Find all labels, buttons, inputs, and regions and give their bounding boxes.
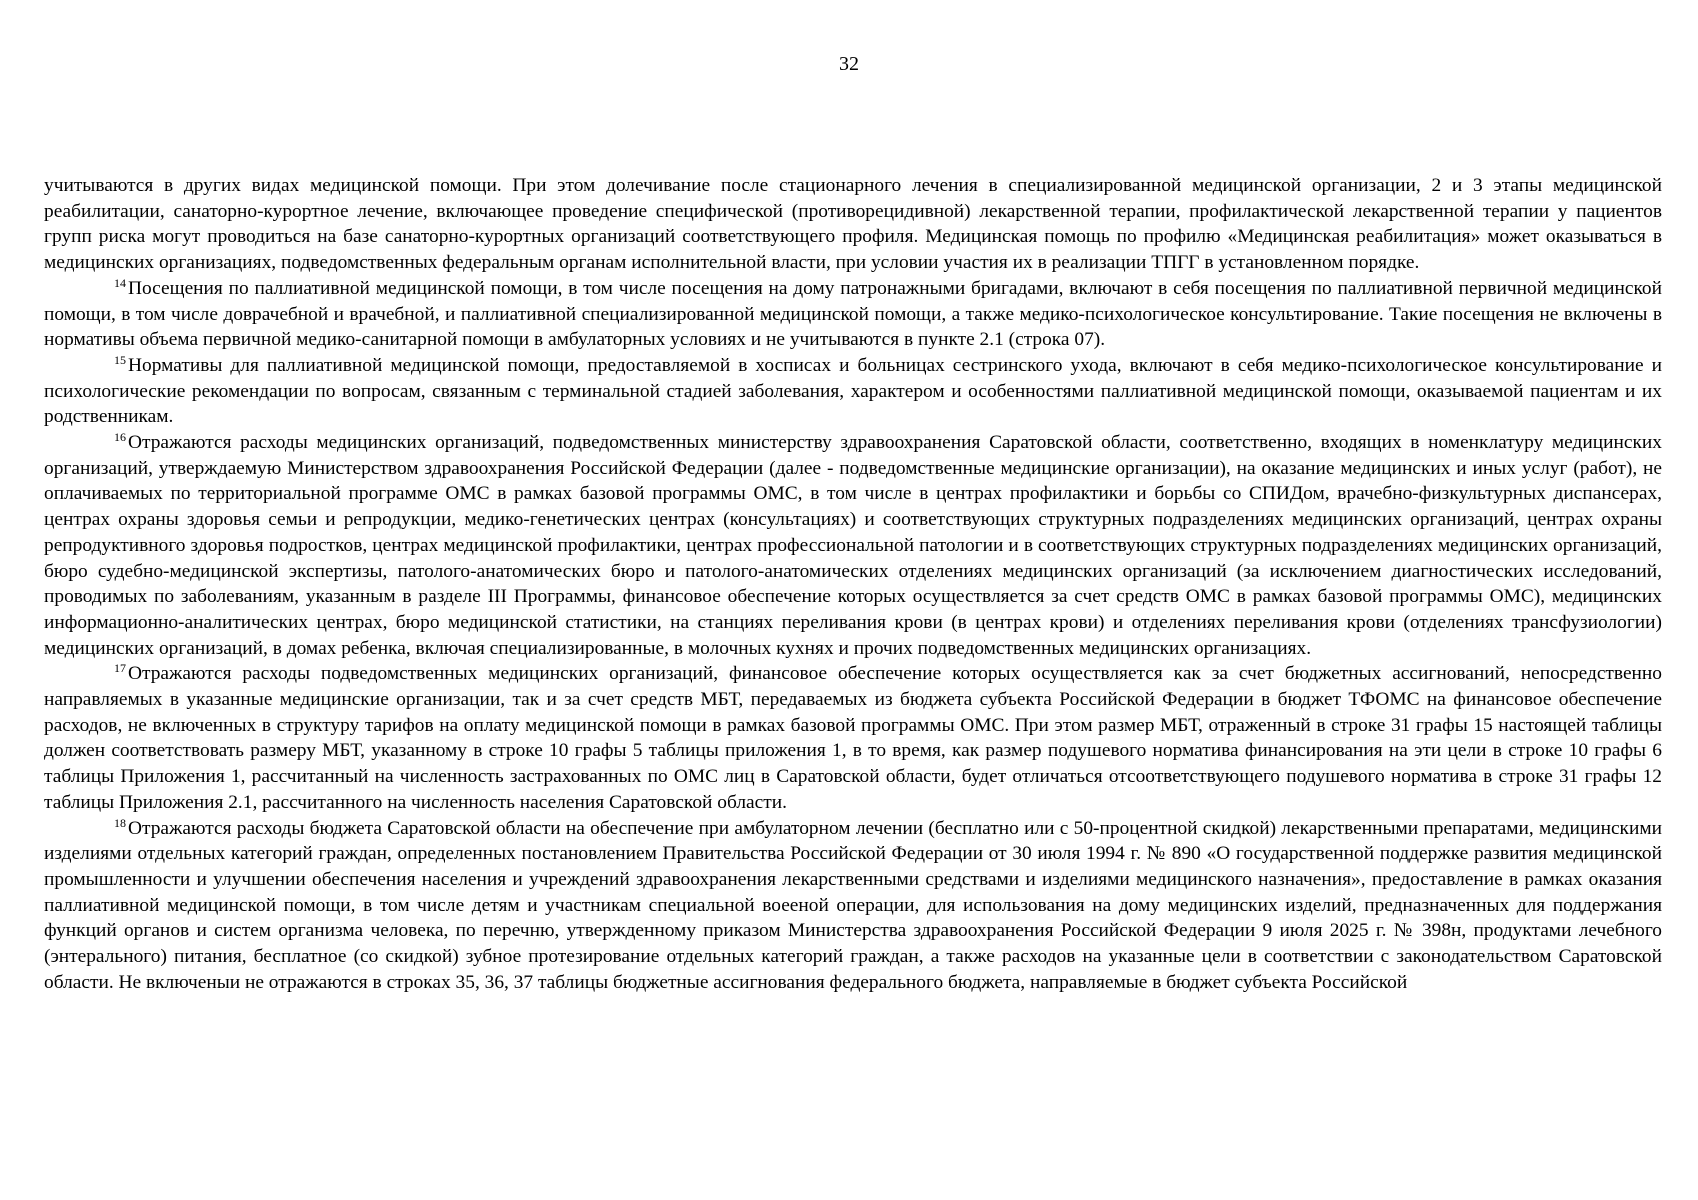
paragraph-continuation <box>44 173 1662 276</box>
document-body <box>44 173 1662 996</box>
footnote-17 <box>44 661 1662 815</box>
footnote-marker: 14 <box>114 275 126 290</box>
footnote-16 <box>44 430 1662 661</box>
footnote-text: Нормативы для паллиативной медицинской помощи, предоставляемой в хосписах и больницах сестринского ухода, включают в себя медико-психологическое консультирование и психологические рекомендации по вопросам, связанным с терминальной стадией заболевания, характером и особенностями паллиативной медицинской помощи, оказываемой пациентам и их родственникам. <box>44 354 1662 428</box>
footnote-marker: 17 <box>114 661 126 676</box>
footnote-marker: 18 <box>114 815 126 830</box>
footnote-text: Отражаются расходы бюджета Саратовской области на обеспечение при амбулаторном лечении (бесплатно или с 50-процентной скидкой) лекарственными препаратами, медицинскими изделиями отдельных категорий граждан, определенных постановлением Правительства Российской Федерации от 30 июля 1994 г. № 890 «О государственной поддержке развития медицинской промышленности и улучшении обеспечения населения и учреждений здравоохранения лекарственными средствами и изделиями медицинского назначения», предоставление в рамках оказания паллиативной медицинской помощи, в том числе детям и участникам специальной воееной операции, для использования на дому медицинских изделий, предназначенных для поддержания функций органов и систем организма человека, по перечню, утвержденному приказом Министерства здравоохранения Российской Федерации 9 июля 2025 г. № 398н, продуктами лечебного (энтерального) питания, бесплатное (со скидкой) зубное протезирование отдельных категорий граждан, а также расходов на указанные цели в соответствии с законодательством Саратовской области. Не включеныи не отражаются в строках 35, 36, 37 таблицы бюджетные ассигнования федерального бюджета, направляемые в бюджет субъекта Российской <box>44 817 1662 993</box>
footnote-marker: 15 <box>114 352 126 367</box>
footnote-14 <box>44 276 1662 353</box>
footnote-15 <box>44 353 1662 430</box>
page-number: 32 <box>839 53 859 75</box>
paragraph-text: учитываются в других видах медицинской помощи. При этом долечивание после стационарного лечения в специализированной медицинской организации, 2 и 3 этапы медицинской реабилитации, санаторно-курортное лечение, включающее проведение специфической (противорецидивной) лекарственной терапии, профилактической лекарственной терапии у пациентов групп риска могут проводиться на базе санаторно-курортных организаций соответствующего профиля. Медицинская помощь по профилю «Медицинская реабилитация» может оказываться в медицинских организациях, подведомственных федеральным органам исполнительной власти, при условии участия их в реализации ТПГГ в установленном порядке. <box>44 175 1662 274</box>
footnote-marker: 16 <box>114 430 126 445</box>
footnote-text: Отражаются расходы медицинских организаций, подведомственных министерству здравоохранения Саратовской области, соответственно, входящих в номенклатуру медицинских организаций, утверждаемую Министерством здравоохранения Российской Федерации (далее - подведомственные медицинские организации), на оказание медицинских и иных услуг (работ), не оплачиваемых по территориальной программе ОМС в рамках базовой программы ОМС, в том числе в центрах профилактики и борьбы со СПИДом, врачебно-физкультурных диспансерах, центрах охраны здоровья семьи и репродукции, медико-генетических центрах (консультациях) и соответствующих структурных подразделениях медицинских организаций, центрах охраны репродуктивного здоровья подростков, центрах медицинской профилактики, центрах профессиональной патологии и в соответствующих структурных подразделениях медицинских организаций, бюро судебно-медицинской экспертизы, патолого-анатомических бюро и патолого-анатомических отделениях медицинских организаций (за исключением диагностических исследований, проводимых по заболеваниям, указанным в разделе III Программы, финансовое обеспечение которых осуществляется за счет средств ОМС в рамках базовой программы ОМС), медицинских информационно-аналитических центрах, бюро медицинской статистики, на станциях переливания крови (в центрах крови) и отделениях переливания крови (отделениях трансфузиологии) медицинских организаций, в домах ребенка, включая специализированные, в молочных кухнях и прочих подведомственных медицинских организациях. <box>44 432 1662 659</box>
footnote-18 <box>44 816 1662 996</box>
footnote-text: Отражаются расходы подведомственных медицинских организаций, финансовое обеспечение которых осуществляется как за счет бюджетных ассигнований, непосредственно направляемых в указанные медицинские организации, так и за счет средств МБТ, передаваемых из бюджета субъекта Российской Федерации в бюджет ТФОМС на финансовое обеспечение расходов, не включенных в структуру тарифов на оплату медицинской помощи в рамках базовой программы ОМС. При этом размер МБТ, отраженный в строке 31 графы 15 настоящей таблицы должен соответствовать размеру МБТ, указанному в строке 10 графы 5 таблицы приложения 1, в то время, как размер подушевого норматива финансирования на эти цели в строке 10 графы 6 таблицы Приложения 1, рассчитанный на численность застрахованных по ОМС лиц в Саратовской области, будет отличаться отсоответствующего подушевого норматива в строке 31 графы 12 таблицы Приложения 2.1, рассчитанного на численность населения Саратовской области. <box>44 663 1662 813</box>
footnote-text: Посещения по паллиативной медицинской помощи, в том числе посещения на дому патронажными бригадами, включают в себя посещения по паллиативной первичной медицинской помощи, в том числе доврачебной и врачебной, и паллиативной специализированной медицинской помощи, а также медико-психологическое консультирование. Такие посещения не включены в нормативы объема первичной медико-санитарной помощи в амбулаторных условиях и не учитываются в пункте 2.1 (строка 07). <box>44 277 1662 351</box>
